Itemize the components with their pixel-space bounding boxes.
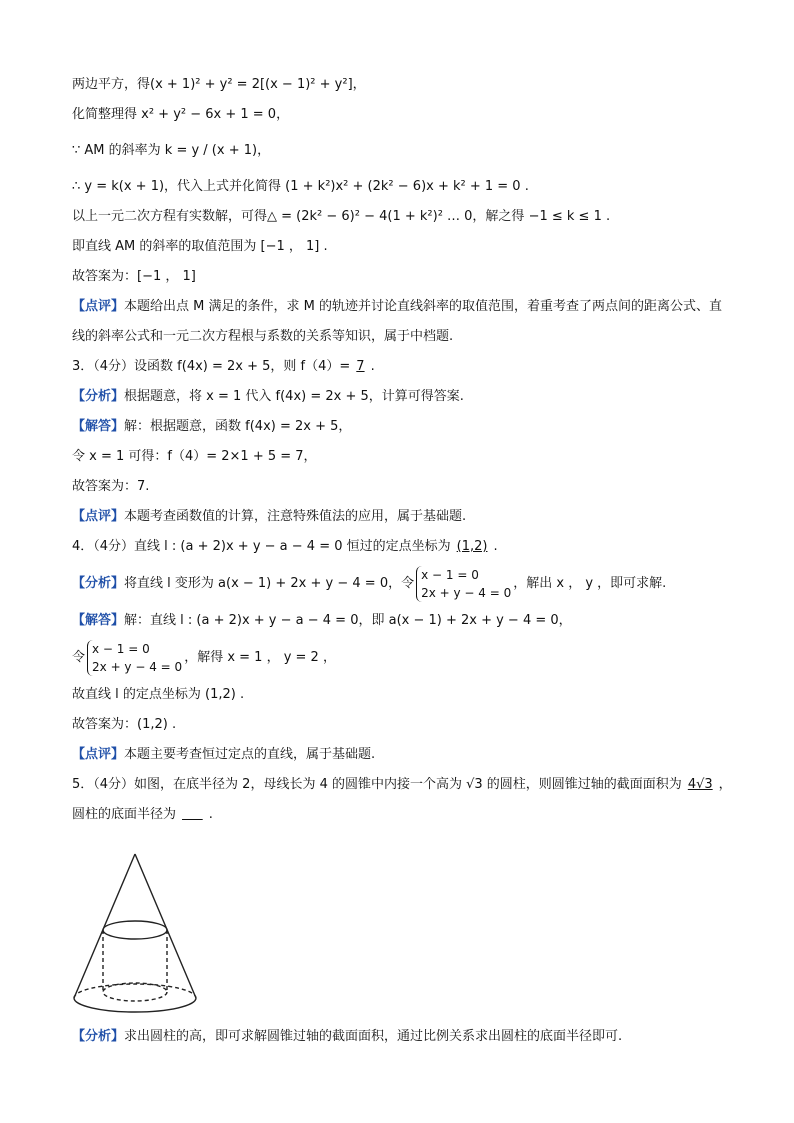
question-stem-text: ，圆柱的底面半径为 [72, 777, 732, 822]
analysis-text: 求出圆柱的高，即可求解圆锥过轴的截面面积，通过比例关系求出圆柱的底面半径即可. [124, 1029, 623, 1044]
text-line: 以上一元二次方程有实数解，可得△ = (2k² − 6)² − 4(1 + k²)² … 0，解之得 −1 ≤ k ≤ 1 . [72, 209, 611, 224]
analysis-line [72, 1026, 732, 1048]
solution-tag: 【解答】 [72, 613, 125, 628]
question-stem-text: 3．（4分）设函数 f(4x) = 2x + 5，则 f（4）= [72, 359, 351, 374]
equation-system [416, 566, 511, 602]
solution-text: 令 [72, 650, 86, 665]
question-stem-text: 5．（4分）如图，在底半径为 2，母线长为 4 的圆锥中内接一个高为 √3 的圆柱，则圆锥过轴的截面面积为 [72, 777, 682, 792]
solution-line [72, 412, 732, 442]
final-answer: 故答案为：(1,2) . [72, 717, 177, 732]
solution-tag: 【解答】 [72, 419, 125, 434]
text-line: 故答案为：[−1 ， 1] [72, 269, 196, 284]
answer-blank: 7 [356, 359, 365, 374]
text-line: 化简整理得 x² + y² − 6x + 1 = 0， [72, 107, 290, 122]
analysis-tag: 【分析】 [72, 576, 125, 591]
cone-with-inscribed-cylinder-icon [72, 852, 198, 1020]
comment-text: 本题给出点 M 满足的条件，求 M 的轨迹并讨论直线斜率的取值范围，着重考查了两点间的距离公式、直线的斜率公式和一元二次方程根与系数的关系等知识，属于中档题. [72, 299, 722, 344]
equation: x − 1 = 0 [421, 567, 479, 582]
solution-text: 解：直线 l : (a + 2)x + y − a − 4 = 0，即 a(x − 1) + 2x + y − 4 = 0， [124, 613, 572, 628]
question-3-stem [72, 352, 732, 382]
stem-end: . [493, 539, 498, 554]
analysis-text: 将直线 l 变形为 a(x − 1) + 2x + y − 4 = 0，令 [124, 576, 415, 591]
comment-line [72, 502, 732, 532]
equation: x − 1 = 0 [92, 641, 150, 656]
comment-block [72, 292, 732, 352]
analysis-line [72, 382, 732, 412]
analysis-tag: 【分析】 [72, 1029, 125, 1044]
answer-blank: 4√3 [687, 777, 713, 792]
comment-tag: 【点评】 [72, 509, 125, 524]
equation: 2x + y − 4 = 0 [92, 659, 183, 674]
text-line: 两边平方，得(x + 1)² + y² = 2[(x − 1)² + y²]， [72, 77, 366, 92]
comment-text: 本题考查函数值的计算，注意特殊值法的应用，属于基础题. [124, 509, 467, 524]
document-page [72, 70, 732, 830]
comment-text: 本题主要考查恒过定点的直线，属于基础题. [124, 747, 376, 762]
answer-blank: (1,2) [456, 539, 488, 554]
equation-system [87, 640, 182, 676]
answer-blank-empty [176, 807, 209, 822]
equation: 2x + y − 4 = 0 [421, 585, 512, 600]
question-4-stem [72, 532, 732, 562]
analysis-text: ，解出 x ， y ，即可求解. [513, 576, 667, 591]
text-line: ∵ AM 的斜率为 k = y / (x + 1)， [72, 143, 271, 158]
comment-line [72, 740, 732, 770]
solution-line [72, 606, 732, 636]
text-line: 即直线 AM 的斜率的取值范围为 [−1 ， 1] . [72, 239, 328, 254]
analysis-line [72, 562, 732, 606]
solution-line: 令 x = 1 可得：f（4）= 2×1 + 5 = 7， [72, 449, 317, 464]
solution-line [72, 636, 732, 680]
solution-text: 解：根据题意，函数 f(4x) = 2x + 5， [124, 419, 352, 434]
analysis-text: 根据题意，将 x = 1 代入 f(4x) = 2x + 5，计算可得答案. [124, 389, 464, 404]
stem-end: . [370, 359, 375, 374]
analysis-tag: 【分析】 [72, 389, 125, 404]
comment-tag: 【点评】 [72, 747, 125, 762]
question-5-stem [72, 770, 732, 830]
question-stem-text: 4．（4分）直线 l : (a + 2)x + y − a − 4 = 0 恒过的定点坐标为 [72, 539, 451, 554]
final-answer: 故答案为：7. [72, 479, 150, 494]
comment-tag: 【点评】 [72, 299, 125, 314]
text-line: ∴ y = k(x + 1)，代入上式并化简得 (1 + k²)x² + (2k² − 6)x + k² + 1 = 0 . [72, 179, 529, 194]
solution-line: 故直线 l 的定点坐标为 (1,2) . [72, 687, 245, 702]
stem-end: . [208, 807, 213, 822]
solution-text: ，解得 x = 1 ， y = 2 ， [184, 650, 336, 665]
